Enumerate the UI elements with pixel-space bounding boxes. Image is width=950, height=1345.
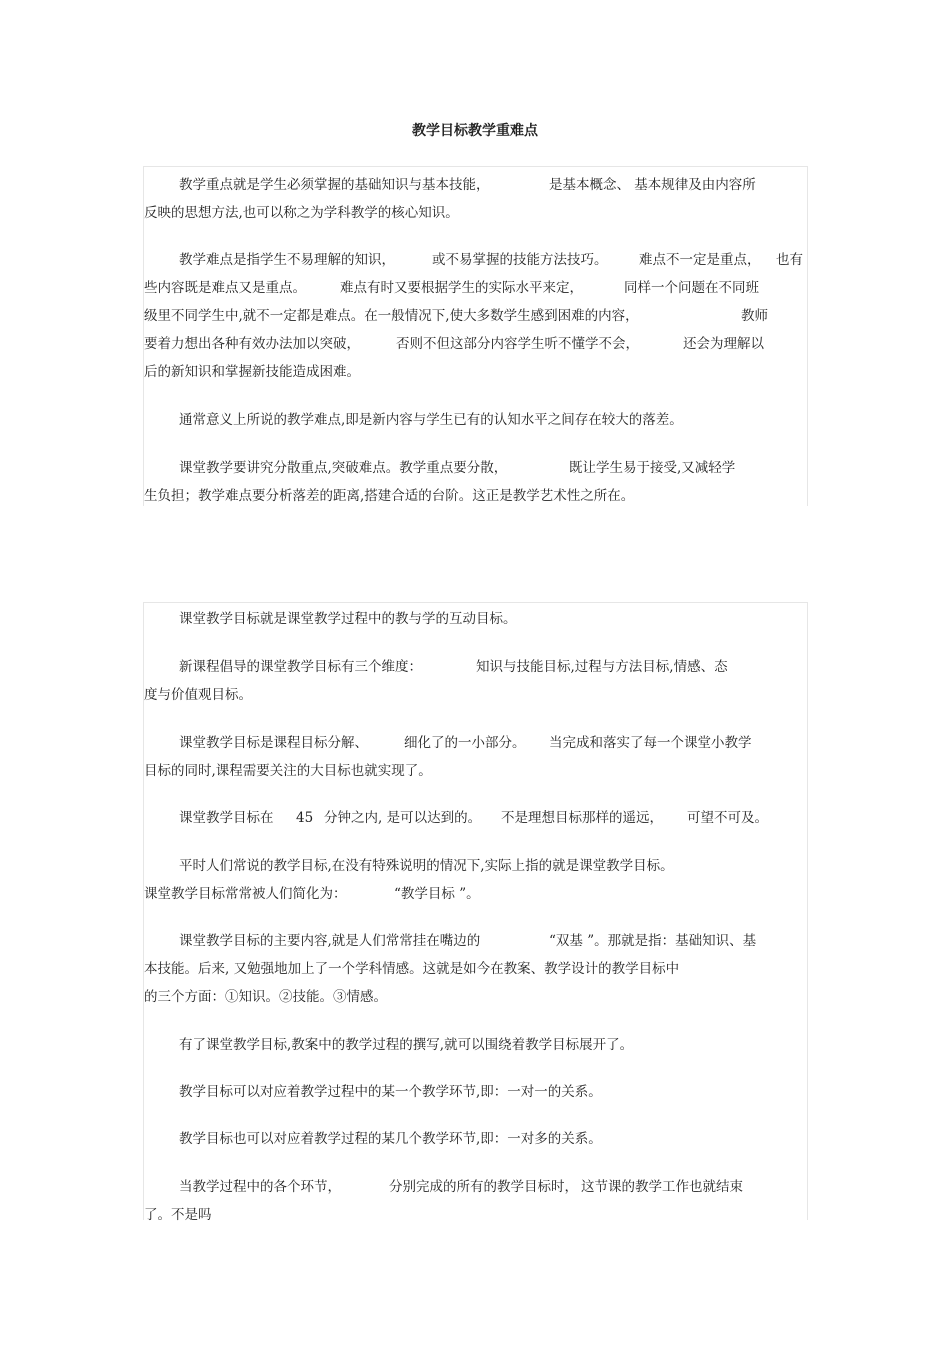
section2-line-3-segment-1: 度与价值观目标。: [144, 687, 252, 703]
section2-line-15-segment-2: 分别完成的所有的教学目标时，: [389, 1179, 578, 1195]
section1-line-4-segment-2: 难点有时又要根据学生的实际水平来定，: [340, 280, 583, 296]
section1-line-1-segment-1: 教学重点就是学生必须掌握的基础知识与基本技能，: [179, 177, 490, 193]
section2-line-1-segment-1: 课堂教学目标就是课堂教学过程中的教与学的互动目标。: [179, 611, 517, 627]
section1-line-8-segment-1: 通常意义上所说的教学难点,即是新内容与学生已有的认知水平之间存在较大的落差。: [179, 412, 683, 428]
section2-line-8-segment-1: 课堂教学目标常常被人们简化为：: [144, 886, 347, 902]
section1-line-6-segment-3: 还会为理解以: [683, 336, 764, 352]
section1-line-1-segment-2: 是基本概念、 基本规律及由内容所: [549, 177, 756, 193]
section1-line-9-segment-2: 既让学生易于接受,又减轻学: [569, 460, 736, 476]
section2-line-6-segment-5: 可望不可及。: [687, 810, 768, 826]
section1-line-4-segment-3: 同样一个问题在不同班: [624, 280, 759, 296]
section2-line-15-segment-1: 当教学过程中的各个环节，: [179, 1179, 341, 1195]
section2-line-5-segment-1: 目标的同时,课程需要关注的大目标也就实现了。: [144, 763, 432, 779]
section2-line-2-segment-1: 新课程倡导的课堂教学目标有三个维度：: [179, 659, 422, 675]
section2-line-6-segment-4: 不是理想目标那样的遥远，: [501, 810, 663, 826]
section1-line-7-segment-1: 后的新知识和掌握新技能造成困难。: [144, 364, 360, 380]
section2-line-4-segment-3: 当完成和落实了每一个课堂小教学: [549, 735, 752, 751]
section2-line-8-segment-2: “教学目标 ”。: [394, 886, 480, 902]
section1-line-3-segment-3: 难点不一定是重点，: [639, 252, 761, 268]
section1-line-3-segment-2: 或不易掌握的技能方法技巧。: [432, 252, 608, 268]
section1-line-4-segment-1: 些内容既是难点又是重点。: [144, 280, 306, 296]
section2-line-7-segment-1: 平时人们常说的教学目标,在没有特殊说明的情况下,实际上指的就是课堂教学目标。: [179, 858, 674, 874]
section2-line-15-segment-3: 这节课的教学工作也就结束: [581, 1179, 743, 1195]
document-title: 教学目标教学重难点: [412, 123, 538, 139]
section2-line-14-segment-1: 教学目标也可以对应着教学过程的某几个教学环节,即：一对多的关系。: [179, 1131, 602, 1147]
section2-line-4-segment-1: 课堂教学目标是课程目标分解、: [179, 735, 368, 751]
section2-line-2-segment-2: 知识与技能目标,过程与方法目标,情感、态: [476, 659, 728, 675]
section1-line-2-segment-1: 反映的思想方法,也可以称之为学科教学的核心知识。: [144, 205, 459, 221]
section1-line-10-segment-1: 生负担；教学难点要分析落差的距离,搭建合适的台阶。这正是教学艺术性之所在。: [144, 488, 635, 504]
section-key-difficult-points: [143, 166, 808, 506]
section2-line-4-segment-2: 细化了的一小部分。: [404, 735, 526, 751]
section2-line-12-segment-1: 有了课堂教学目标,教案中的教学过程的撰写,就可以围绕着教学目标展开了。: [179, 1037, 634, 1053]
section2-line-9-segment-1: 课堂教学目标的主要内容,就是人们常常挂在嘴边的: [179, 933, 481, 949]
section2-line-9-segment-2: “双基 ”。那就是指：基础知识、基: [549, 933, 757, 949]
section1-line-5-segment-1: 级里不同学生中,就不一定都是难点。在一般情况下,使大多数学生感到困难的内容，: [144, 308, 639, 324]
section1-line-3-segment-1: 教学难点是指学生不易理解的知识，: [179, 252, 395, 268]
section2-line-16-segment-1: 了。不是吗: [144, 1207, 212, 1223]
section1-line-3-segment-4: 也有: [776, 252, 803, 268]
section1-line-6-segment-1: 要着力想出各种有效办法加以突破，: [144, 336, 360, 352]
section1-line-6-segment-2: 否则不但这部分内容学生听不懂学不会，: [396, 336, 639, 352]
section-teaching-objectives: [143, 602, 808, 1223]
section1-line-5-segment-2: 教师: [741, 308, 768, 324]
section1-line-9-segment-1: 课堂教学要讲究分散重点,突破难点。教学重点要分散，: [179, 460, 508, 476]
section2-line-6-segment-3: 分钟之内, 是可以达到的。: [324, 810, 482, 826]
section2-line-10-segment-1: 本技能。后来, 又勉强地加上了一个学科情感。这就是如今在教案、教学设计的教学目标中: [144, 961, 680, 977]
section2-line-13-segment-1: 教学目标可以对应着教学过程中的某一个教学环节,即：一对一的关系。: [179, 1084, 602, 1100]
section2-line-6-segment-2: 45: [296, 810, 314, 826]
section2-line-6-segment-1: 课堂教学目标在: [179, 810, 274, 826]
section2-line-11-segment-1: 的三个方面：①知识。②技能。③情感。: [144, 989, 387, 1005]
